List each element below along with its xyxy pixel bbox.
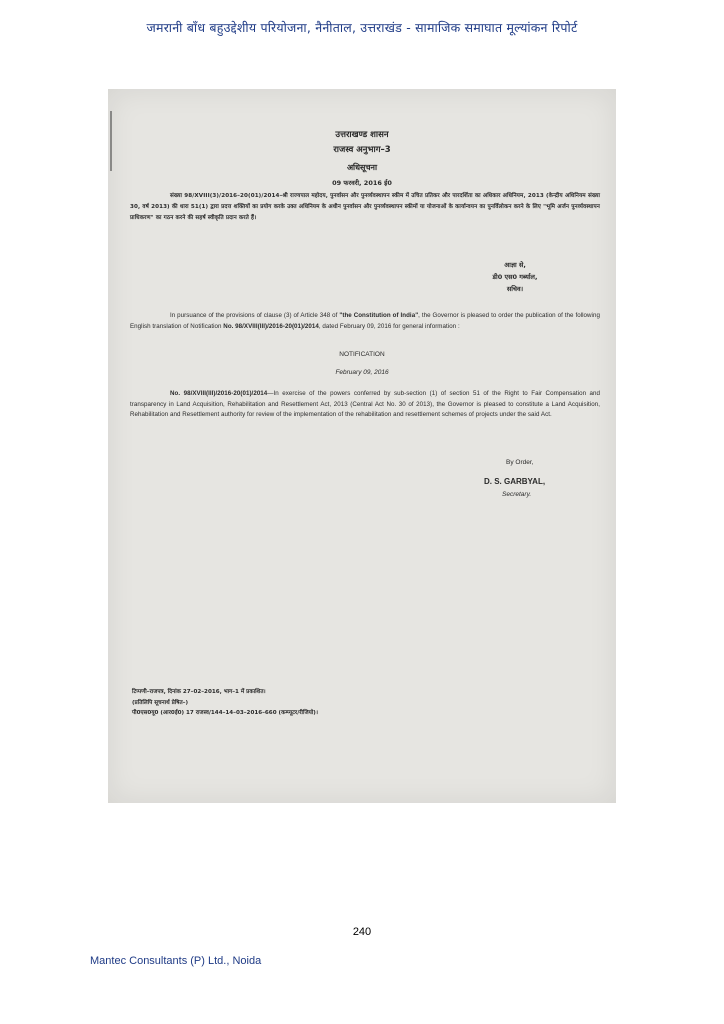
hindi-heading-government: उत्तराखण्ड शासन bbox=[335, 130, 389, 140]
page-number: 240 bbox=[352, 926, 372, 938]
english-intro-constitution: "the Constitution of India" bbox=[339, 312, 419, 319]
hindi-footer-line3: पी0एस0यू0 (आर0ई0) 17 राजस्व/144–14–03–2016–660 (कम्प्यूटर/रीजियो)। bbox=[132, 710, 318, 716]
hindi-signature-block bbox=[460, 259, 570, 295]
english-sign-designation: Secretary. bbox=[502, 491, 532, 498]
hindi-heading-date: 09 फरवरी, 2016 ई0 bbox=[332, 179, 392, 187]
english-intro-part2: , the Governor is pleased to order the publication of the following English translation of Notification bbox=[130, 312, 600, 330]
hindi-sign-designation: सचिव। bbox=[506, 285, 524, 293]
hindi-heading-department: राजस्व अनुभाग–3 bbox=[333, 145, 391, 155]
hindi-footer-line1: टिप्पणी–राजपत्र, दिनांक 27–02–2016, भाग–1 में प्रकाशित। bbox=[132, 689, 266, 695]
scanned-notification-image bbox=[108, 89, 616, 803]
english-intro-part3: , dated February 09, 2016 for general information : bbox=[318, 322, 460, 330]
english-notification-date: February 09, 2016 bbox=[335, 369, 389, 376]
hindi-heading-notification: अधिसूचना bbox=[346, 163, 378, 172]
english-notification-body bbox=[130, 389, 600, 421]
hindi-sign-name: डी0 एस0 गर्ब्याल, bbox=[492, 273, 538, 281]
english-sign-name: D. S. GARBYAL, bbox=[484, 477, 546, 486]
page-header-title: जमरानी बाँध बहुउद्देशीय परियोजना, नैनीताल, उत्तराखंड - सामाजिक समाघात मूल्यांकन रिपोर्ट bbox=[146, 20, 578, 35]
english-notification-title: NOTIFICATION bbox=[339, 351, 385, 358]
english-intro-part1: In pursuance of the provisions of clause (3) of Article 348 of bbox=[170, 312, 340, 319]
english-intro-notification-no: No. 98/XVIII(III)/2016-20(01)/2014 bbox=[223, 322, 319, 330]
english-intro-paragraph bbox=[130, 311, 600, 332]
english-body-text: —In exercise of the powers conferred by sub-section (1) of section 51 of the Right to Fair Compensation and transparency in Land Acquisition, Rehabilitation and Resettlement Act, 2013 (Central Act No. 30 of 2013), the Governor is pleased to constitute a Land Acquisition, Rehabilitation and Resettlement authority for review of the implementation of the rehabilitation and resettlement schemes of projects under the said Act. bbox=[130, 390, 600, 418]
company-footer: Mantec Consultants (P) Ltd., Noida bbox=[90, 955, 262, 967]
hindi-sign-order: आज्ञा से, bbox=[504, 261, 526, 269]
hindi-footer-notes bbox=[132, 687, 572, 719]
english-body-number: No. 98/XVIII(III)/2016-20(01)/2014 bbox=[170, 390, 268, 397]
hindi-notification-body: संख्या 98/XVIII(3)/2016–20(01)/2014–श्री राज्यपाल महोदय, पुनर्वासन और पुनर्व्यवस्थापन स्कीम में उचित प्रतिकर और पारदर्शिता का अधिकार अधिनियम, 2013 (केन्द्रीय अधिनियम संख्या 30, वर्ष 2013) की धारा 51(1) द्वारा प्रदत्त शक्तियों का प्रयोग करके उक्त अधिनियम के अधीन पुनर्वासन और पुनर्व्यवस्थापन स्कीमों या योजनाओं के कार्यान्वयन का पुनर्विलोकन करने के लिए "भूमि अर्जन पुनर्व्यवस्थापन प्राधिकरण" का गठन करने की सहर्ष स्वीकृति प्रदान करते हैं। bbox=[130, 193, 600, 221]
english-sign-by-order: By Order, bbox=[506, 459, 534, 466]
hindi-footer-line2: (प्रतिलिपि सूचनार्थ प्रेषित–) bbox=[132, 699, 189, 706]
